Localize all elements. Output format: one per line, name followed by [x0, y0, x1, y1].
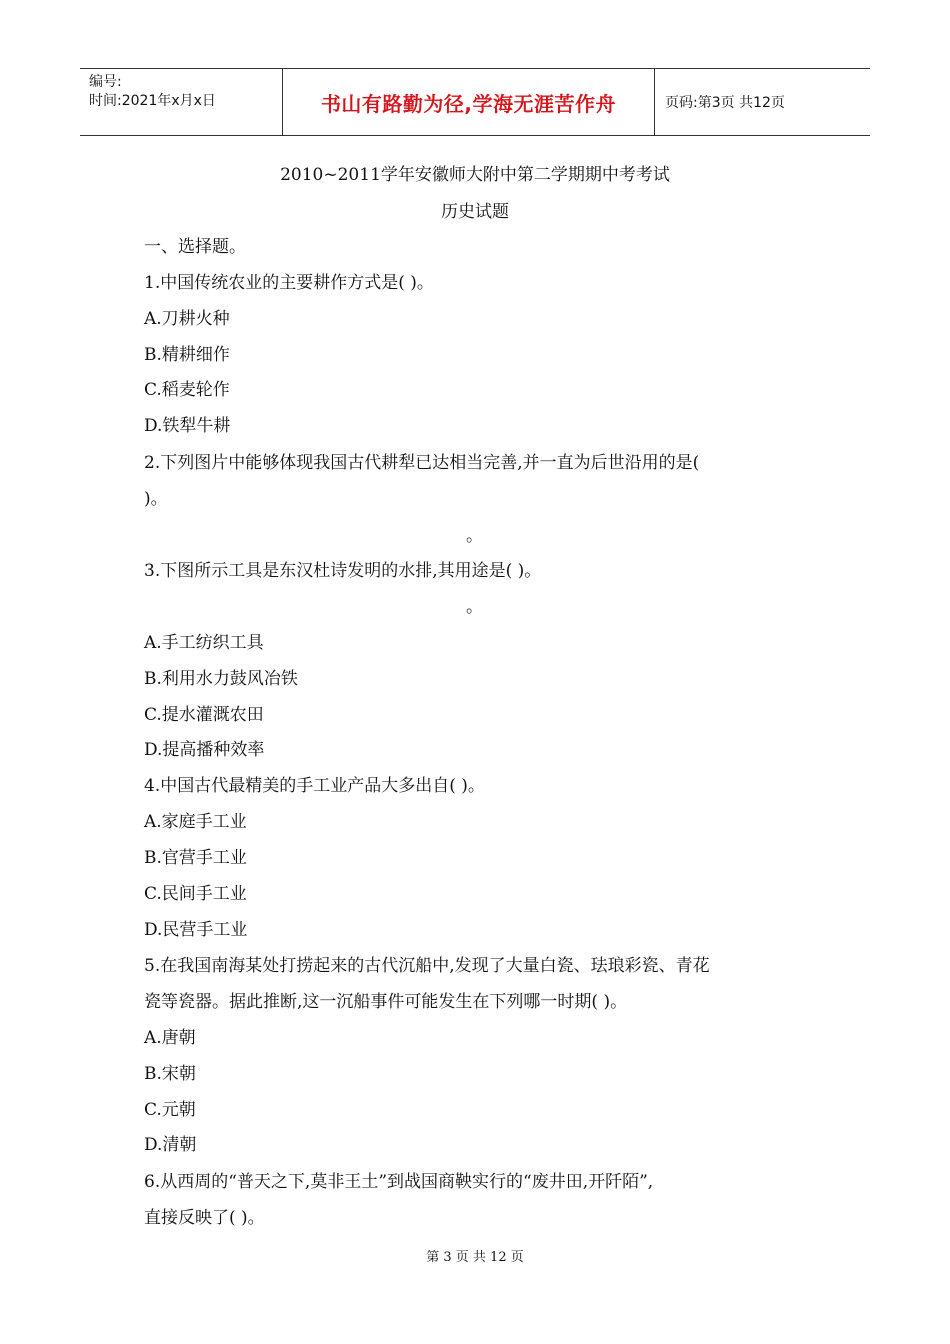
question-5-cont: 瓷等瓷器。据此推断,这一沉船事件可能发生在下列哪一时期( )。 — [144, 992, 628, 1012]
header-page-cell — [655, 69, 870, 135]
q4-option-a: A.家庭手工业 — [144, 812, 247, 832]
q1-option-b: B.精耕细作 — [144, 345, 230, 365]
page-footer: 第 3 页 共 12 页 — [426, 1250, 524, 1265]
page-info: 页码:第3页 共12页 — [665, 95, 785, 111]
q5-option-a: A.唐朝 — [144, 1028, 196, 1048]
question-4: 4.中国古代最精美的手工业产品大多出自( )。 — [144, 776, 485, 796]
page-header — [80, 68, 870, 136]
question-3: 3.下图所示工具是东汉杜诗发明的水排,其用途是( )。 — [144, 561, 542, 581]
question-6-cont: 直接反映了( )。 — [144, 1208, 265, 1228]
q1-option-d: D.铁犁牛耕 — [144, 416, 231, 436]
q3-option-c: C.提水灌溉农田 — [144, 705, 264, 725]
q3-option-d: D.提高播种效率 — [144, 740, 265, 760]
question-6: 6.从西周的“普天之下,莫非王土”到战国商鞅实行的“废井田,开阡陌”, — [144, 1172, 654, 1192]
q1-option-a: A.刀耕火种 — [144, 309, 230, 329]
document-title: 2010~2011学年安徽师大附中第二学期期中考考试 — [280, 165, 670, 185]
q5-option-c: C.元朝 — [144, 1100, 196, 1120]
question-2-cont: )。 — [144, 489, 168, 509]
motto: 书山有路勤为径,学海无涯苦作舟 — [320, 91, 617, 116]
q5-option-b: B.宋朝 — [144, 1064, 196, 1084]
header-meta — [80, 69, 282, 135]
image-placeholder-dot: 。 — [466, 597, 483, 617]
question-2: 2.下列图片中能够体现我国古代耕犁已达相当完善,并一直为后世沿用的是( — [144, 453, 700, 473]
q3-option-a: A.手工纺织工具 — [144, 633, 264, 653]
section-heading: 一、选择题。 — [144, 237, 246, 257]
header-motto-cell — [282, 69, 655, 135]
question-1: 1.中国传统农业的主要耕作方式是( )。 — [144, 273, 434, 293]
q4-option-b: B.官营手工业 — [144, 848, 247, 868]
q5-option-d: D.清朝 — [144, 1135, 197, 1155]
q3-option-b: B.利用水力鼓风冶铁 — [144, 669, 298, 689]
number-label: 编号: — [89, 74, 122, 90]
document-subtitle: 历史试题 — [441, 202, 509, 222]
q4-option-d: D.民营手工业 — [144, 920, 248, 940]
time-label: 时间:2021年x月x日 — [89, 93, 216, 109]
q1-option-c: C.稻麦轮作 — [144, 380, 230, 400]
q4-option-c: C.民间手工业 — [144, 884, 247, 904]
question-5: 5.在我国南海某处打捞起来的古代沉船中,发现了大量白瓷、珐琅彩瓷、青花 — [144, 956, 710, 976]
image-placeholder-dot: 。 — [466, 526, 483, 546]
